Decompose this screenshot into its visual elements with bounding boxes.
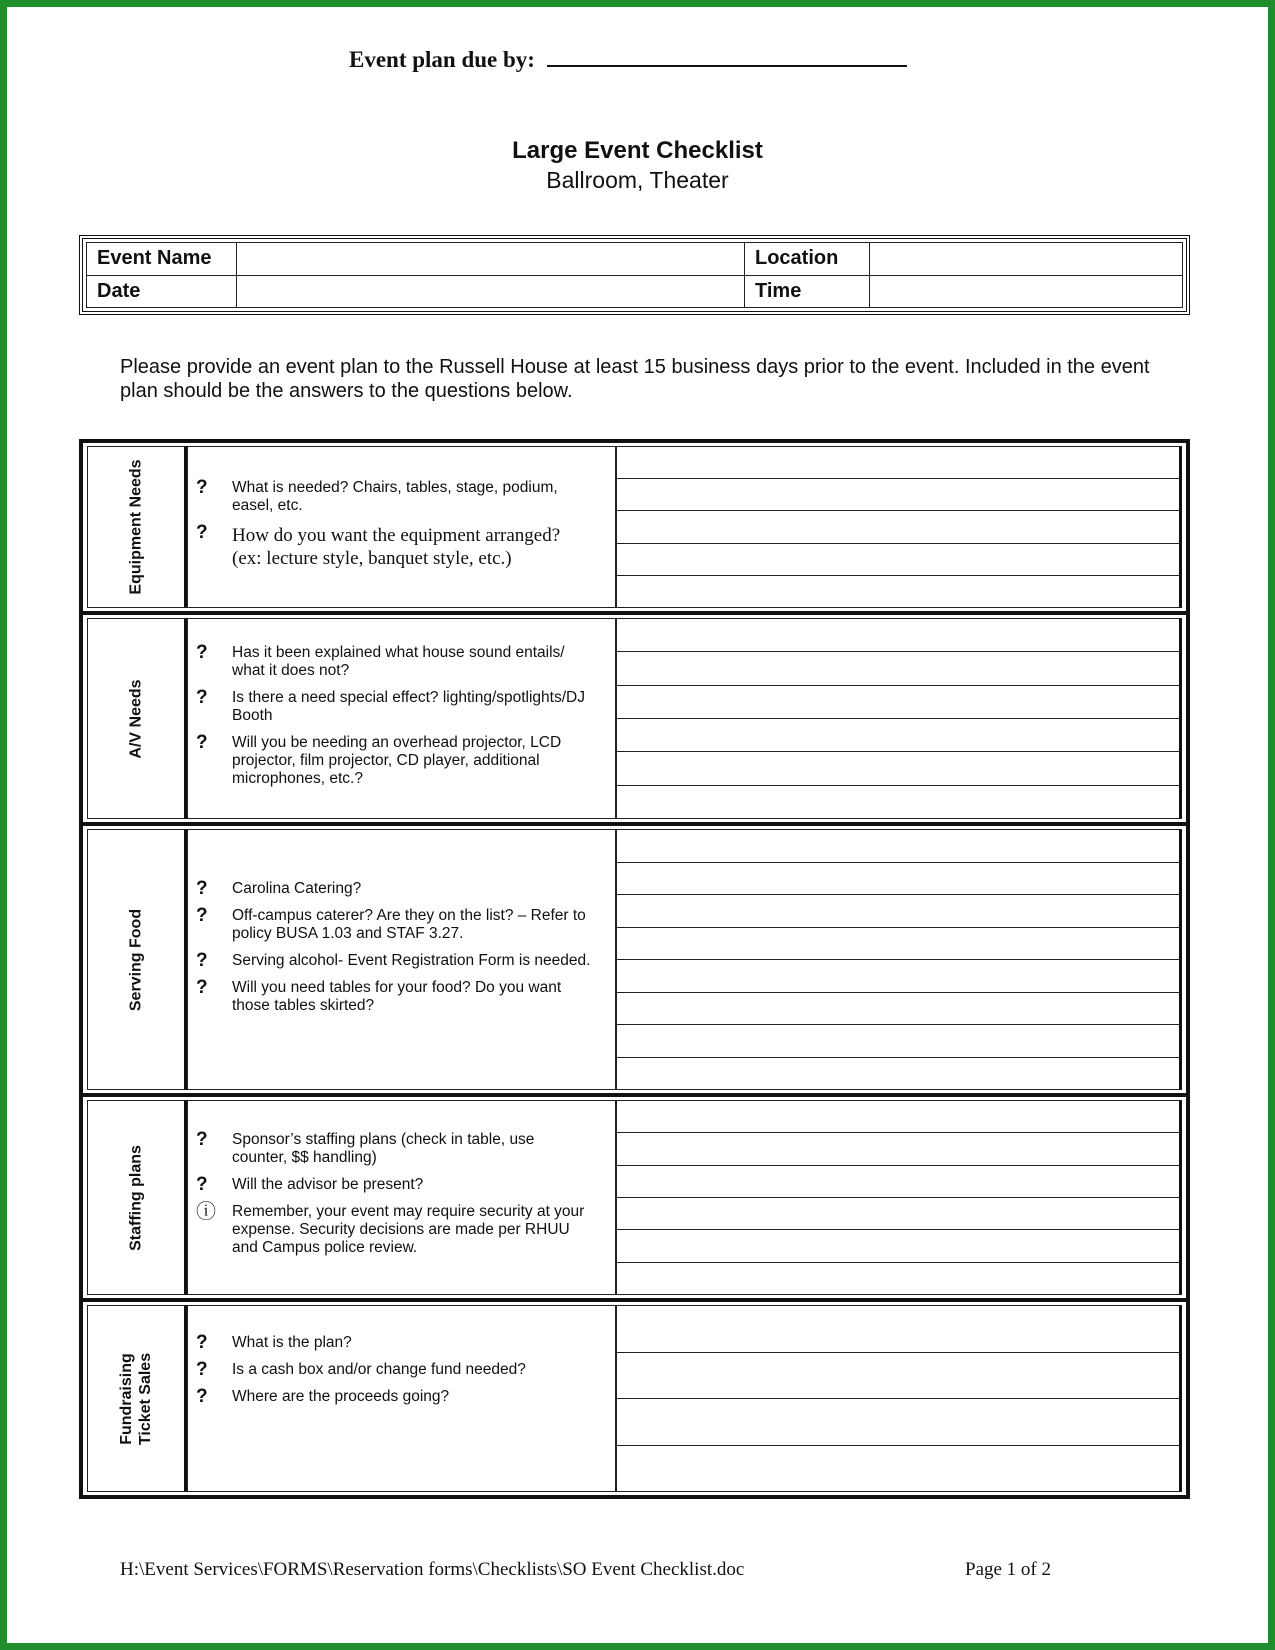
answer-line[interactable]	[616, 511, 1179, 543]
list-item	[196, 1361, 616, 1379]
answer-line[interactable]	[616, 719, 1179, 752]
answer-line[interactable]	[616, 1446, 1179, 1492]
due-date-line	[349, 47, 907, 73]
question-text: Has it been explained what house sound entails/ what it does not?	[232, 644, 565, 679]
list-item	[196, 880, 616, 898]
section-label: Staffing plans	[127, 1144, 145, 1251]
answer-line[interactable]	[616, 447, 1179, 479]
answer-line[interactable]	[616, 1058, 1179, 1090]
answer-line[interactable]	[616, 752, 1179, 785]
due-date-blank[interactable]	[547, 47, 907, 67]
section-label	[117, 1352, 155, 1444]
date-label: Date	[87, 275, 237, 308]
answer-line[interactable]	[616, 863, 1179, 896]
intro-paragraph: Please provide an event plan to the Russell House at least 15 business days prior to the event. Included in the event plan should be the answers to the questions below.	[120, 356, 1150, 402]
answer-line[interactable]	[616, 960, 1179, 993]
answer-line[interactable]	[616, 1025, 1179, 1058]
page-title: Large Event Checklist	[512, 137, 763, 164]
question-mark-icon: ?	[196, 477, 208, 498]
question-text: What is the plan?	[232, 1334, 352, 1351]
answer-line[interactable]	[616, 895, 1179, 928]
answer-line[interactable]	[616, 1230, 1179, 1262]
section-label-cell	[87, 1100, 187, 1295]
answer-line[interactable]	[616, 652, 1179, 685]
section-label-cell	[87, 618, 187, 819]
event-name-label: Event Name	[87, 243, 237, 276]
list-item	[196, 1203, 616, 1257]
list-item	[196, 524, 616, 570]
answer-line[interactable]	[616, 479, 1179, 511]
answer-line[interactable]	[616, 1166, 1179, 1198]
info-icon: ⓘ	[196, 1201, 216, 1223]
question-text: Will the advisor be present?	[232, 1176, 424, 1193]
question-text: Is a cash box and/or change fund needed?	[232, 1361, 526, 1378]
answer-line[interactable]	[616, 993, 1179, 1026]
question-text: Off-campus caterer? Are they on the list? – Refer to policy BUSA 1.03 and STAF 3.27.	[232, 907, 586, 942]
list-item	[196, 1334, 616, 1352]
answer-line[interactable]	[616, 1306, 1179, 1353]
date-field[interactable]	[237, 275, 745, 308]
questions-cell	[187, 829, 617, 1090]
footer-page-number: Page 1 of 2	[965, 1559, 1052, 1580]
event-info-table	[79, 235, 1190, 315]
answer-line[interactable]	[616, 1263, 1179, 1294]
answer-line[interactable]	[616, 1101, 1179, 1133]
section-label-cell	[87, 446, 187, 608]
list-item	[196, 644, 616, 680]
section-fundraising-ticket-sales	[83, 1302, 1186, 1495]
answer-line[interactable]	[616, 619, 1179, 652]
question-mark-icon: ?	[196, 905, 208, 926]
list-item	[196, 952, 616, 970]
question-mark-icon: ?	[196, 732, 208, 753]
answer-line[interactable]	[616, 1399, 1179, 1446]
answer-line[interactable]	[616, 576, 1179, 607]
section-label: Equipment Needs	[127, 459, 145, 595]
question-text: Will you be needing an overhead projector, LCD projector, film projector, CD player, additional microphones, etc.?	[232, 734, 562, 787]
due-date-label: Event plan due by:	[349, 47, 535, 72]
answer-lines	[615, 446, 1182, 608]
question-text: What is needed? Chairs, tables, stage, podium, easel, etc.	[232, 479, 558, 514]
section-staffing-plans	[83, 1097, 1186, 1302]
answer-line[interactable]	[616, 686, 1179, 719]
answer-lines	[615, 618, 1182, 819]
answer-line[interactable]	[616, 544, 1179, 576]
answer-lines	[615, 829, 1182, 1090]
section-equipment-needs	[83, 443, 1186, 615]
section-serving-food	[83, 826, 1186, 1097]
question-mark-icon: ?	[196, 878, 208, 899]
section-label-line: Fundraising	[118, 1352, 135, 1445]
questions-cell	[187, 1305, 617, 1492]
location-field[interactable]	[870, 243, 1183, 276]
questions-cell	[187, 446, 617, 608]
answer-line[interactable]	[616, 1198, 1179, 1230]
question-text: Remember, your event may require security at your expense. Security decisions are made per RHUU and Campus police review.	[232, 1203, 585, 1256]
answer-line[interactable]	[616, 786, 1179, 818]
question-mark-icon: ?	[196, 977, 208, 998]
list-item	[196, 1388, 616, 1406]
questions-cell	[187, 1100, 617, 1295]
question-text: Is there a need special effect? lighting/spotlights/DJ Booth	[232, 689, 585, 724]
answer-line[interactable]	[616, 1133, 1179, 1165]
question-text: Serving alcohol- Event Registration Form is needed.	[232, 952, 591, 969]
question-mark-icon: ?	[196, 1174, 208, 1195]
footer-file-path: H:\Event Services\FORMS\Reservation forms\Checklists\SO Event Checklist.doc	[120, 1559, 745, 1580]
list-item	[196, 979, 616, 1015]
questions-cell	[187, 618, 617, 819]
section-label: A/V Needs	[127, 678, 145, 759]
section-label-cell	[87, 1305, 187, 1492]
question-mark-icon: ?	[196, 1129, 208, 1150]
list-item	[196, 689, 616, 725]
list-item	[196, 479, 616, 515]
answer-line[interactable]	[616, 1353, 1179, 1400]
section-label-line: Ticket Sales	[137, 1352, 154, 1445]
list-item	[196, 734, 616, 788]
checklist-table	[79, 439, 1190, 1499]
list-item	[196, 907, 616, 943]
question-text: How do you want the equipment arranged? (ex: lecture style, banquet style, etc.)	[232, 525, 561, 569]
question-mark-icon: ?	[196, 687, 208, 708]
answer-line[interactable]	[616, 928, 1179, 961]
section-av-needs	[83, 615, 1186, 826]
question-text: Where are the proceeds going?	[232, 1388, 450, 1405]
time-label: Time	[745, 275, 870, 308]
question-mark-icon: ?	[196, 1332, 208, 1353]
answer-lines	[615, 1305, 1182, 1492]
answer-lines	[615, 1100, 1182, 1295]
section-label-cell	[87, 829, 187, 1090]
question-mark-icon: ?	[196, 1386, 208, 1407]
question-text: Will you need tables for your food? Do you want those tables skirted?	[232, 979, 562, 1014]
question-mark-icon: ?	[196, 642, 208, 663]
time-field[interactable]	[870, 275, 1183, 308]
question-mark-icon: ?	[196, 522, 208, 543]
list-item	[196, 1176, 616, 1194]
question-text: Carolina Catering?	[232, 880, 362, 897]
location-label: Location	[745, 243, 870, 276]
question-mark-icon: ?	[196, 1359, 208, 1380]
list-item	[196, 1131, 616, 1167]
question-text: Sponsor’s staffing plans (check in table, use counter, $$ handling)	[232, 1131, 535, 1166]
answer-line[interactable]	[616, 830, 1179, 863]
event-name-field[interactable]	[237, 243, 745, 276]
page-subtitle: Ballroom, Theater	[546, 167, 729, 193]
section-label: Serving Food	[127, 908, 145, 1011]
question-mark-icon: ?	[196, 950, 208, 971]
